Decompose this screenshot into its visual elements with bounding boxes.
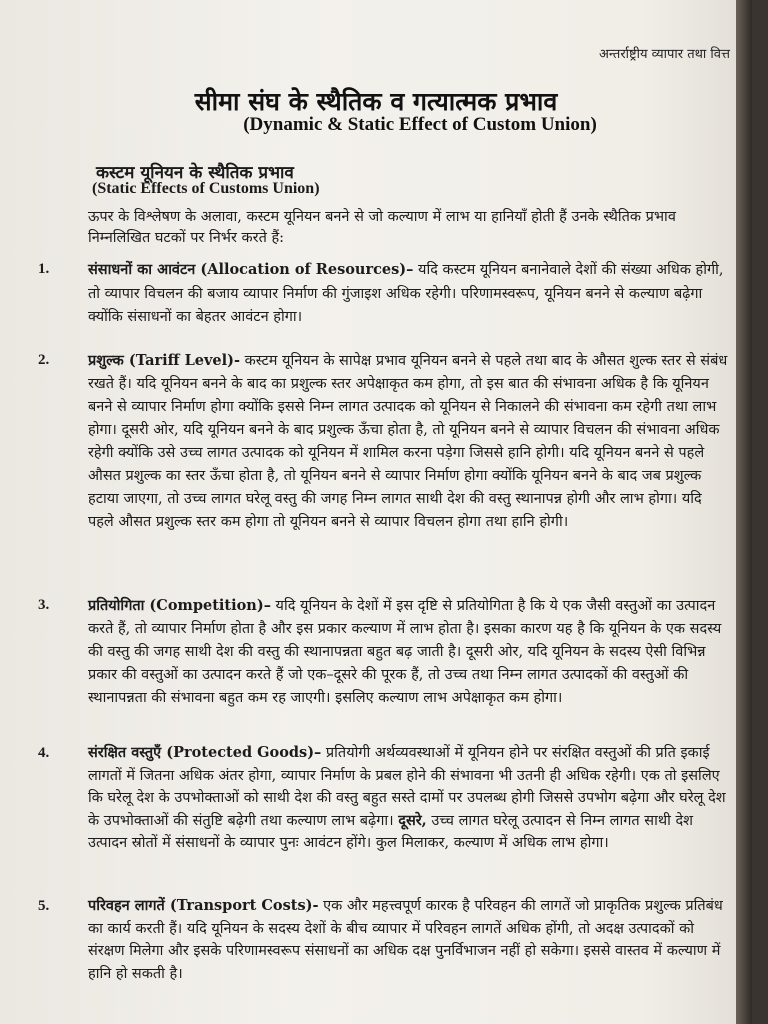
item-heading: संरक्षित वस्तुएँ (Protected Goods)– [88, 744, 322, 761]
section-heading-hindi: कस्टम यूनियन के स्थैतिक प्रभाव [96, 163, 294, 183]
item-number: 3. [38, 597, 50, 613]
item-heading: संसाधनों का आवंटन (Allocation of Resources)– [88, 261, 414, 278]
running-header: अन्तर्राष्ट्रीय व्यापार तथा वित्त [598, 47, 730, 62]
item-text: एक और महत्त्वपूर्ण कारक है परिवहन की लागतें जो प्राकृतिक प्रशुल्क प्रतिबंध का कार्य करती हैं। यदि यूनियन के सदस्य देशों के बीच व्यापार में परिवहन लागतें अधिक होंगी, तो अदक्ष उत्पादकों को संरक्षण मिलेगा और इसके परिणामस्वरूप संसाधनों का अधिक दक्ष पुनर्विभाजन नहीं हो सकेगा। इससे वास्तव में कल्याण में हानि हो सकती है। [88, 898, 723, 982]
list-item-transport-costs [38, 895, 730, 985]
intro-paragraph: ऊपर के विश्लेषण के अलावा, कस्टम यूनियन बनने से जो कल्याण में लाभ या हानियाँ होती हैं उनके स्थैतिक प्रभाव निम्नलिखित घटकों पर निर्भर करते हैं: [88, 209, 676, 246]
item-number: 5. [38, 898, 50, 914]
book-spine-shadow [736, 0, 752, 1024]
item-number: 2. [38, 352, 50, 368]
page-title-hindi: सीमा संघ के स्थैतिक व गत्यात्मक प्रभाव [194, 87, 558, 116]
list-item-allocation [38, 258, 730, 330]
item-heading: प्रतियोगिता (Competition)– [88, 597, 271, 614]
item-text: यदि कस्टम यूनियन बनानेवाले देशों की संख्या अधिक होगी, तो व्यापार विचलन की बजाय व्यापार निर्माण की गुंजाइश अधिक रहेगी। परिणामस्वरूप, यूनियन बनने से कल्याण बढ़ेगा क्योंकि संसाधनों का बेहतर आवंटन होगा। [88, 262, 724, 325]
item-text-bold: दूसरे, [398, 811, 427, 829]
item-text-continued: उच्च लागत घरेलू उत्पादन से निम्न लागत साथी देश उत्पादन स्रोतों में संसाधनों के व्यापार पुनः आवंटन होंगे। कुल मिलाकर, कल्याण में अधिक लाभ होगा। [88, 812, 694, 851]
item-text: प्रतियोगी अर्थव्यवस्थाओं में यूनियन होने पर संरक्षित वस्तुओं की प्रति इकाई लागतों में जितना अधिक अंतर होगा, व्यापार निर्माण के प्रबल होने की संभावना भी उतनी ही अधिक रहेगी। एक तो इसलिए कि घरेलू देश के उपभोक्ताओं को साथी देश की वस्तु बहुत सस्ते दामों पर उपलब्ध होगी जिससे उपभोग बढ़ेगा और घरेलू देश के उपभोक्ताओं की संतुष्टि बढ़ेगी तथा कल्याण लाभ बढ़ेगा। [88, 745, 726, 829]
item-text: यदि यूनियन के देशों में इस दृष्टि से प्रतियोगिता है कि ये एक जैसी वस्तुओं का उत्पादन करते हैं, तो व्यापार निर्माण होता है और इस प्रकार कल्याण में लाभ होता है। इसका कारण यह है कि यूनियन के एक सदस्य की वस्तु की जगह साथी देश की वस्तु की स्थानापन्नता बहुत बढ़ जाती है। दूसरी ओर, यदि यूनियन के सदस्य ऐसी विभिन्न प्रकार की वस्तुओं का उत्पादन करते हैं जो एक–दूसरे की पूरक हैं, तो उच्च तथा निम्न लागत उत्पादकों की वस्तुओं की स्थानापन्नता की संभावना बहुत कम रह जाएगी। इसलिए कल्याण लाभ अपेक्षाकृत कम होगा। [88, 598, 722, 706]
item-number: 4. [38, 745, 50, 761]
page-title-english: (Dynamic & Static Effect of Custom Union) [243, 114, 597, 135]
section-heading-english: (Static Effects of Customs Union) [92, 180, 320, 197]
list-item-protected-goods [38, 742, 730, 855]
item-number: 1. [38, 261, 50, 277]
item-heading: प्रशुल्क (Tariff Level)- [88, 352, 241, 369]
item-heading: परिवहन लागतें (Transport Costs)- [88, 897, 319, 914]
list-item-tariff [38, 349, 730, 534]
item-text: कस्टम यूनियन के सापेक्ष प्रभाव यूनियन बनने से पहले तथा बाद के औसत शुल्क स्तर से संबंध रखते हैं। यदि यूनियन बनने के बाद का प्रशुल्क स्तर अपेक्षाकृत कम होगा, तो इस बात की संभावना अधिक है कि यूनियन बनने से व्यापार निर्माण होगा क्योंकि इससे निम्न लागत उत्पादक को यूनियन से निकालने की संभावना कम रहेगी तथा लाभ होगा। दूसरी ओर, यदि यूनियन बनने के बाद प्रशुल्क ऊँचा होता है, तो यूनियन बनने से व्यापार विचलन की संभावना अधिक रहेगी क्योंकि उसे उच्च लागत उत्पादक को यूनियन में शामिल करना पड़ेगा जिससे हानि होगी। यदि यूनियन बनने से पहले औसत प्रशुल्क का स्तर ऊँचा होता है, तो यूनियन बनने से व्यापार निर्माण होगा क्योंकि यूनियन बनने के बाद जब प्रशुल्क हटाया जाएगा, तो उच्च लागत घरेलू वस्तु की जगह निम्न लागत साथी देश की वस्तु स्थानापन्न होगी और लाभ होगा। यदि पहले औसत प्रशुल्क स्तर कम होगा तो यूनियन बनने से व्यापार विचलन होगा तथा हानि होगी। [88, 353, 728, 530]
list-item-competition [38, 594, 730, 710]
